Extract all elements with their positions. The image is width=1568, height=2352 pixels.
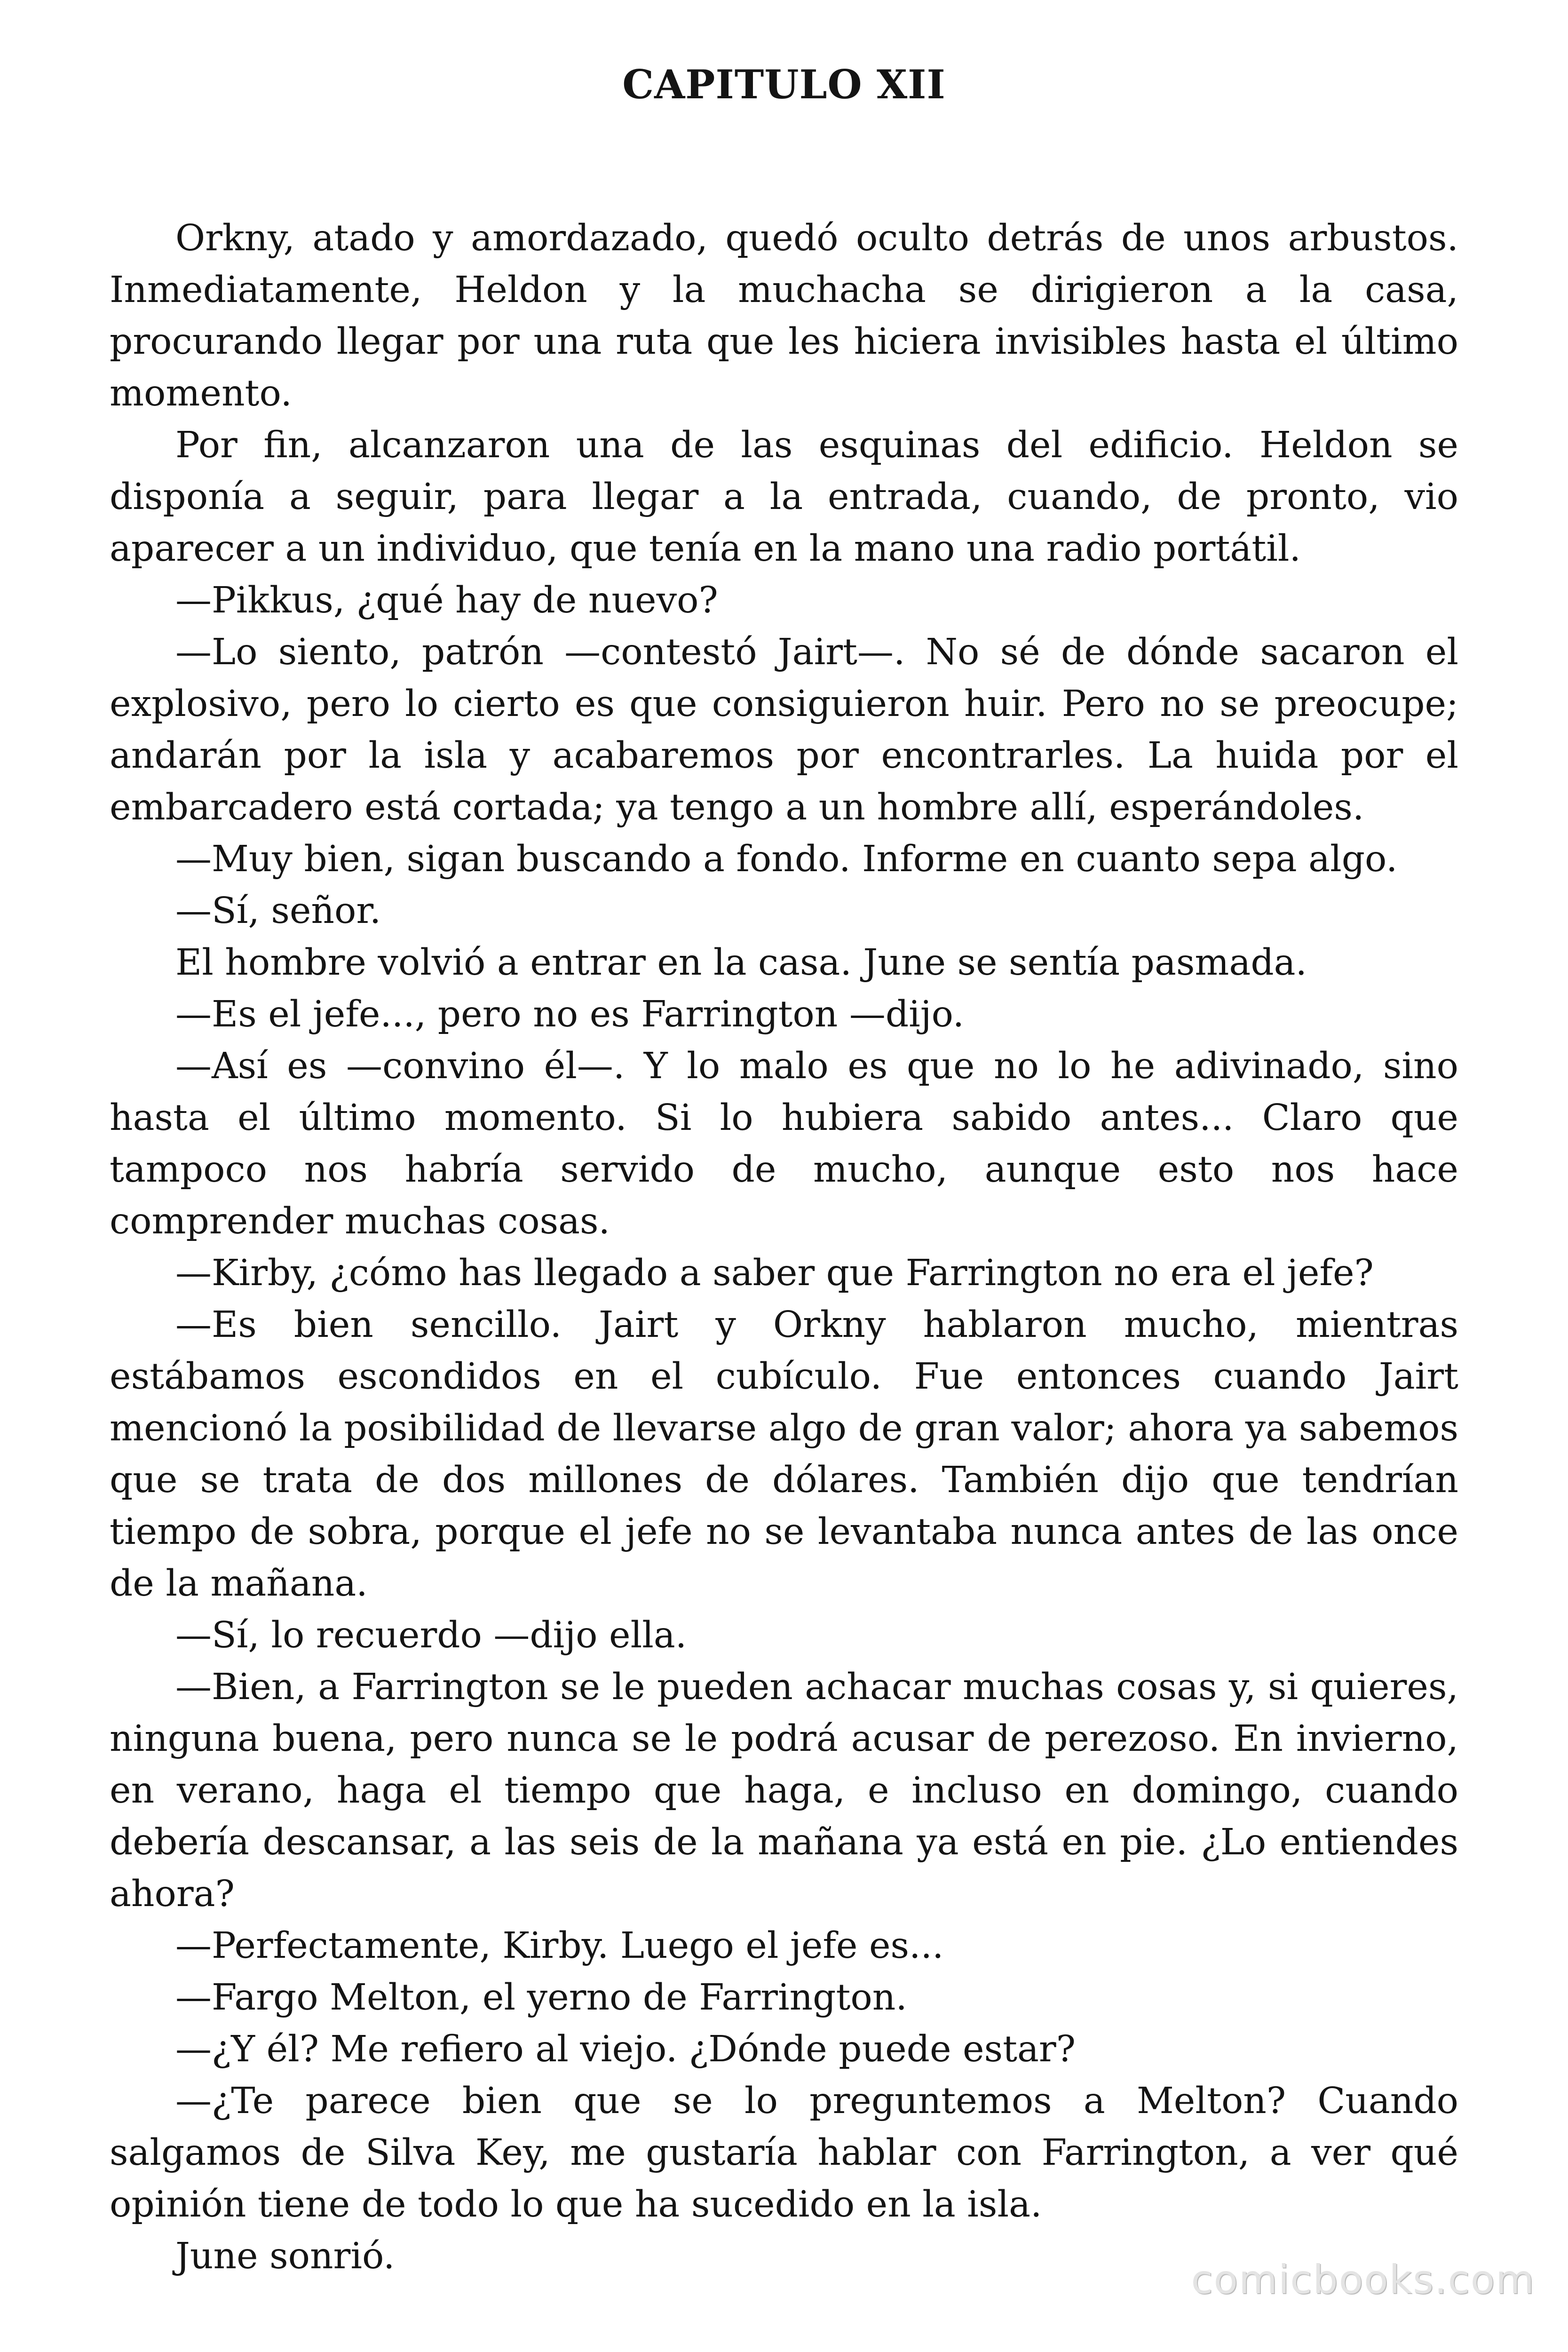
dialogue-line: —Sí, señor. [175, 890, 381, 932]
dialogue-line: —Pikkus, ¿qué hay de nuevo? [175, 580, 718, 621]
dialogue-line: —Así es —convino él—. Y lo malo es que no lo he adivinado, sino hasta el último momento. Si lo hubiera sabido antes... Claro que tampoco nos habría servido de mucho, aunque esto nos hace comprender muchas cosas. [110, 1045, 1458, 1242]
dialogue-line: —Kirby, ¿cómo has llegado a saber que Farrington no era el jefe? [175, 1252, 1374, 1294]
dialogue-line: —Fargo Melton, el yerno de Farrington. [175, 1977, 907, 2018]
dialogue-line: —Perfectamente, Kirby. Luego el jefe es... [175, 1925, 944, 1967]
chapter-title: CAPITULO XII [622, 61, 946, 108]
watermark: comicbooks.com [1191, 2257, 1535, 2303]
dialogue-line: —Muy bien, sigan buscando a fondo. Informe en cuanto sepa algo. [175, 838, 1398, 880]
chapter-body [110, 213, 1458, 2282]
dialogue-line: —Bien, a Farrington se le pueden achacar muchas cosas y, si quieres, ninguna buena, pero nunca se le podrá acusar de perezoso. En invierno, en verano, haga el tiempo que haga, e incluso en domingo, cuando debería descansar, a las seis de la mañana ya está en pie. ¿Lo entiendes ahora? [110, 1666, 1458, 1915]
paragraph: Por fin, alcanzaron una de las esquinas del edificio. Heldon se disponía a seguir, para llegar a la entrada, cuando, de pronto, vio aparecer a un individuo, que tenía en la mano una radio portátil. [110, 424, 1458, 570]
dialogue-line: —Es el jefe..., pero no es Farrington —dijo. [175, 993, 965, 1035]
dialogue-line: —Es bien sencillo. Jairt y Orkny hablaron mucho, mientras estábamos escondidos en el cubículo. Fue entonces cuando Jairt mencionó la posibilidad de llevarse algo de gran valor; ahora ya sabemos que se trata de dos millones de dólares. También dijo que tendrían tiempo de sobra, porque el jefe no se levantaba nunca antes de las once de la mañana. [110, 1304, 1458, 1605]
paragraph: June sonrió. [175, 2235, 395, 2277]
dialogue-line: —Sí, lo recuerdo —dijo ella. [175, 1614, 687, 1656]
dialogue-line: —¿Y él? Me refiero al viejo. ¿Dónde puede estar? [175, 2028, 1076, 2070]
dialogue-line: —¿Te parece bien que se lo preguntemos a Melton? Cuando salgamos de Silva Key, me gustaría hablar con Farrington, a ver qué opinión tiene de todo lo que ha sucedido en la isla. [110, 2080, 1458, 2225]
paragraph: El hombre volvió a entrar en la casa. June se sentía pasmada. [175, 942, 1307, 984]
dialogue-line: —Lo siento, patrón —contestó Jairt—. No sé de dónde sacaron el explosivo, pero lo cierto es que consiguieron huir. Pero no se preocupe; andarán por la isla y acabaremos por encontrarles. La huida por el embarcadero está cortada; ya tengo a un hombre allí, esperándoles. [110, 631, 1458, 828]
paragraph: Orkny, atado y amordazado, quedó oculto detrás de unos arbustos. Inmediatamente, Heldon y la muchacha se dirigieron a la casa, procurando llegar por una ruta que les hiciera invisibles hasta el último momento. [110, 217, 1458, 414]
